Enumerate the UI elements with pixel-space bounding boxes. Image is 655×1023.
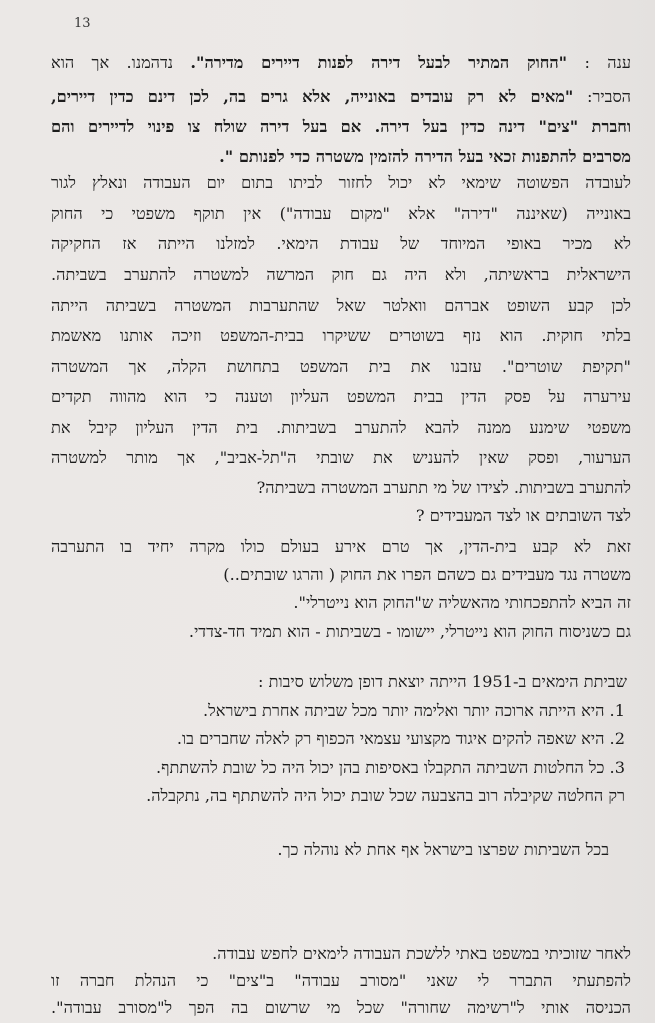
text-run: רק החלטה שקיבלה רוב בהצבעה שכל שובת יכול היה להשתתף בה, נתקבלה. [146, 786, 625, 805]
text-run: בכל השביתות שפרצו בישראל אף אחת לא נוהלה כך. [277, 840, 609, 859]
bold-text-run: וחברת "צים" דינה כדין בעל דירה. אם בעל דירה שולח צו פינוי לדיירים והם [51, 117, 631, 136]
text-line [51, 536, 631, 558]
page-number: 13 [74, 16, 91, 31]
text-run: הסביר: [573, 87, 631, 106]
text-run: גם כשניסוח החוק הוא נייטרלי, יישומו - בשביתות - הוא תמיד חד-צדדי. [188, 622, 631, 641]
bold-text-run: "החוק המתיר לבעל דירה לפנות דיירים מדירה". [190, 53, 568, 72]
text-run: נדהמנו. אך הוא [51, 53, 191, 72]
bold-text-run: מסרבים להתפנות זכאי בעל הדירה להזמין משטרה כדי לפנותם ". [219, 147, 631, 166]
text-run: לאחר שזוכיתי במשפט באתי ללשכת העבודה לימאים לחפש עבודה. [212, 944, 631, 963]
text-run: 1. היא הייתה ארוכה יותר ואלימה יותר מכל שביתה אחרת בישראל. [203, 701, 625, 720]
text-run: זה הביא להתפכחותי מהאשליה ש"החוק הוא נייטרלי". [293, 593, 631, 612]
text-line [51, 592, 631, 614]
text-run: לכן קבע השופט אברהם וואלטר שאל שהתערבות המשטרה בשביתה הייתה [51, 296, 631, 315]
text-line [51, 356, 631, 378]
text-line [51, 86, 631, 108]
text-line [47, 671, 627, 693]
text-run: זאת לא קבע בית-הדין, אך טרם אירע בעולם כולו מקרה יחיד בו התערבה [51, 537, 631, 556]
text-line [29, 839, 609, 861]
text-line [51, 146, 631, 168]
text-line [51, 52, 631, 74]
text-line [51, 233, 631, 255]
text-line [51, 505, 631, 527]
text-line [51, 621, 631, 643]
text-line [51, 203, 631, 225]
text-run: "תקיפת שוטרים". עזבנו את בית המשפט בתחושת הקלה, אך המשטרה [51, 357, 631, 376]
text-line [45, 700, 625, 722]
text-run: לעובדה הפשוטה שימאי לא יכול לחזור לביתו בתום יום העבודה ונאלץ לגור [51, 173, 631, 192]
text-line [51, 417, 631, 439]
text-run: להתערב בשביתות. לצידו של מי תתערב המשטרה בשביתה? [256, 478, 631, 497]
text-run: באונייה (שאיננה "דירה" אלא "מקום עבודה") אין תוקף משפטי כי החוק [51, 204, 631, 223]
text-run: להפתעתי התברר לי שאני "מסורב עבודה" ב"צים" כי הנהלת חברה זו [51, 971, 631, 990]
text-line [51, 325, 631, 347]
text-run: לא מכיר באופי המיוחד של עבודת הימאי. למזלנו הייתה אז החקיקה [51, 234, 631, 253]
text-run: משטרה נגד מעבידים גם כשהם הפרו את החוק ( והרגו שובתים..) [223, 565, 631, 584]
text-line [51, 564, 631, 586]
text-run: הישראלית בראשיתה, ולא היה גם חוק המרשה למשטרה להתערב בשביתה. [51, 265, 631, 284]
text-run: בלתי חוקית. הוא נזף בשוטרים ששיקרו בבית-המשפט וזיכה אותנו מאשמת [51, 326, 631, 345]
text-line [51, 997, 631, 1019]
text-run: 3. כל החלטות השביתה התקבלו באסיפות בהן יכול היה כל שובת להשתתף. [156, 758, 625, 777]
text-run: 2. היא שאפה להקים איגוד מקצועי עצמאי הכפוף רק לאלה שחברים בו. [176, 729, 625, 748]
text-line [51, 264, 631, 286]
text-line [51, 386, 631, 408]
text-run: שביתת הימאים ב-1951 הייתה יוצאת דופן משלוש סיבות : [257, 672, 627, 691]
text-line [51, 172, 631, 194]
text-line [51, 295, 631, 317]
text-line [51, 943, 631, 965]
text-run: משפטי שימנע ממנה להבא להתערב בשביתות. בית הדין העליון קיבל את [51, 418, 631, 437]
text-line [45, 757, 625, 779]
text-line [51, 477, 631, 499]
text-run: הערעור, ופסק שאין להעניש את שובתי ה"תל-אביב", אך מותר למשטרה [51, 448, 631, 467]
text-line [45, 785, 625, 807]
text-run: עירערה על פסק הדין בבית המשפט העליון וטענה כי הוא מהווה תקדים [51, 387, 631, 406]
bold-text-run: "מאים לא רק עובדים באונייה, אלא גרים בה, לכן דינם כדין דיירים, [51, 87, 574, 106]
text-line [51, 970, 631, 992]
text-line [45, 728, 625, 750]
text-line [51, 447, 631, 469]
text-run: הכניסה אותי ל"רשימה שחורה" שכל מי שרשום בה הפך ל"מסורב עבודה". [51, 998, 631, 1017]
text-line [51, 116, 631, 138]
text-run: ענה : [567, 53, 631, 72]
text-run: לצד השובתים או לצד המעבידים ? [415, 506, 631, 525]
